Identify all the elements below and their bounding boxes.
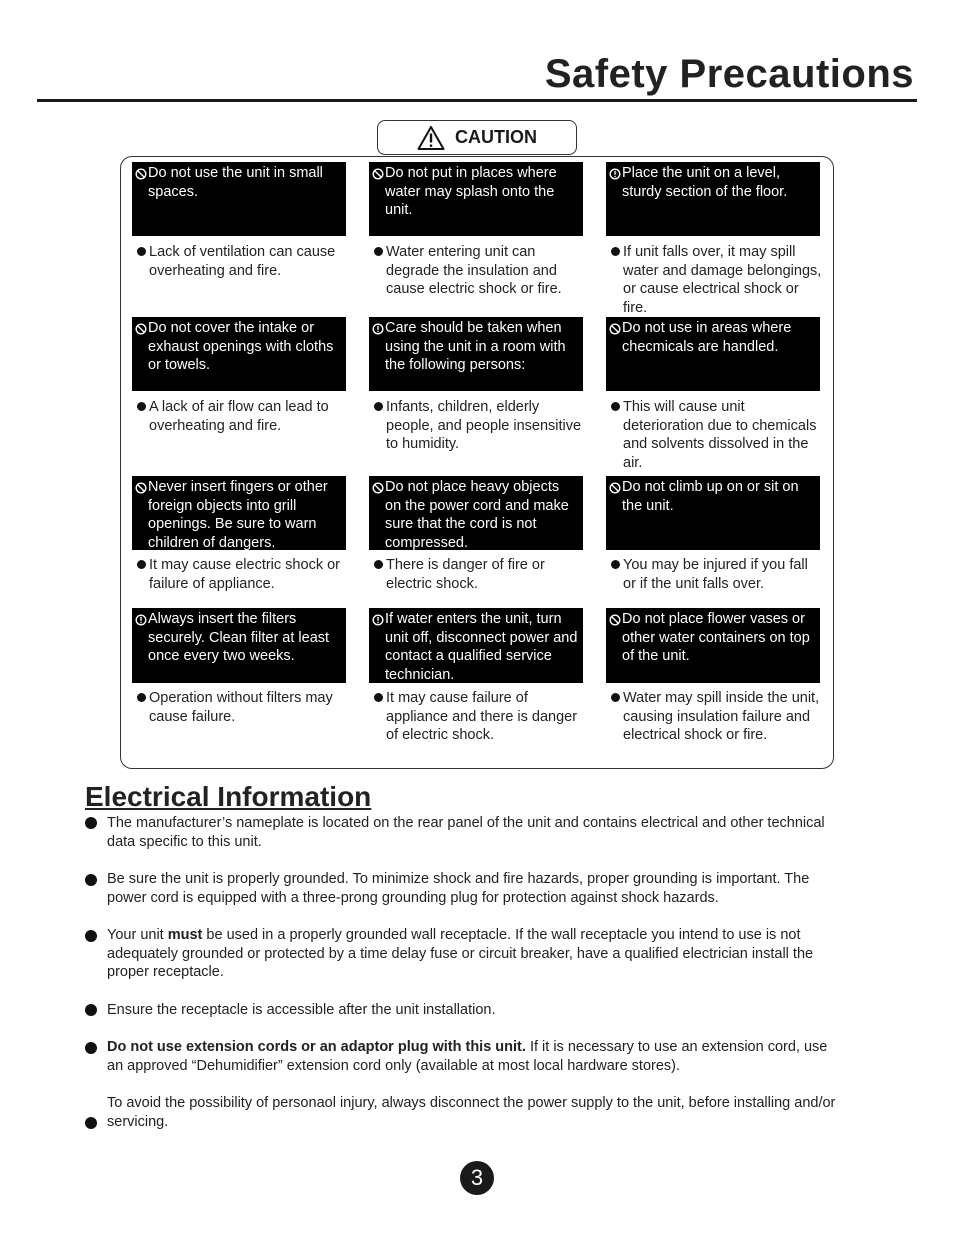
precaution-note: You may be injured if you fall or if the unit falls over. — [607, 556, 822, 593]
precaution-note: Water may spill inside the unit, causing insulation failure and electrical shock or fire. — [607, 689, 822, 745]
electrical-item: Do not use extension cords or an adaptor plug with this unit. If it is necessary to use an extension cord, use an approved “Dehumidifier” extension cord only (available at most local hardware stores). — [107, 1039, 828, 1074]
precaution-note: If unit falls over, it may spill water and damage belongings, or cause electrical shock or fire. — [607, 243, 822, 317]
electrical-item: To avoid the possibility of personaol injury, always disconnect the power supply to the unit, before installing and/or servicing. — [107, 1095, 836, 1130]
bullet-dot — [611, 560, 620, 569]
bullet-dot — [374, 560, 383, 569]
mandatory-icon — [372, 323, 384, 335]
prohibition-icon — [372, 168, 384, 180]
prohibition-icon — [609, 482, 621, 494]
precaution-note: Water entering unit can degrade the insulation and cause electric shock or fire. — [370, 243, 585, 299]
bullet-dot — [611, 247, 620, 256]
precaution-note: Infants, children, elderly people, and people insensitive to humidity. — [370, 398, 585, 454]
bullet-dot — [374, 693, 383, 702]
precaution-text: Do not place flower vases or other water containers on top of the unit. — [606, 608, 820, 683]
bullet-dot — [374, 247, 383, 256]
precaution-text: Do not use in areas where checmicals are handled. — [606, 317, 820, 391]
precaution-note: A lack of air flow can lead to overheating and fire. — [133, 398, 348, 435]
bullet-dot — [85, 1004, 97, 1016]
precaution-note: This will cause unit deterioration due to chemicals and solvents dissolved in the air. — [607, 398, 822, 472]
prohibition-icon — [609, 323, 621, 335]
page-number: 3 — [460, 1161, 494, 1195]
bullet-dot — [137, 560, 146, 569]
bullet-dot — [85, 817, 97, 829]
electrical-item: Be sure the unit is properly grounded. To minimize shock and fire hazards, proper grounding is important. The power cord is equipped with a three-prong grounding plug for protection against shock hazards. — [107, 871, 810, 906]
precaution-note: It may cause failure of appliance and there is danger of electric shock. — [370, 689, 585, 745]
electrical-item: Your unit must be used in a properly grounded wall receptacle. If the wall receptacle you intend to use is not adequately grounded or protected by a time delay fuse or circuit breaker, have a qualified electrician install the proper receptacle. — [107, 927, 814, 981]
bullet-dot — [374, 402, 383, 411]
precaution-text: Always insert the filters securely. Clean filter at least once every two weeks. — [132, 608, 346, 683]
bullet-dot — [611, 693, 620, 702]
caution-label: CAUTION — [455, 127, 537, 147]
precaution-text: Do not cover the intake or exhaust openings with cloths or towels. — [132, 317, 346, 391]
mandatory-icon — [372, 614, 384, 626]
precaution-note: There is danger of fire or electric shock. — [370, 556, 585, 593]
bullet-dot — [137, 247, 146, 256]
page-title: Safety Precautions — [544, 52, 914, 96]
precaution-note: It may cause electric shock or failure of appliance. — [133, 556, 348, 593]
precaution-text: If water enters the unit, turn unit off, disconnect power and contact a qualified service technician. — [369, 608, 583, 683]
caution-badge — [377, 120, 577, 155]
prohibition-icon — [135, 323, 147, 335]
electrical-item: Ensure the receptacle is accessible after the unit installation. — [107, 1002, 496, 1018]
prohibition-icon — [609, 614, 621, 626]
precaution-text: Do not use the unit in small spaces. — [132, 162, 346, 236]
bullet-dot — [85, 1117, 97, 1129]
precaution-text: Do not put in places where water may splash onto the unit. — [369, 162, 583, 236]
section-heading: Electrical Information — [85, 781, 372, 812]
precaution-text: Do not place heavy objects on the power cord and make sure that the cord is not compressed. — [369, 476, 583, 550]
precaution-text: Do not climb up on or sit on the unit. — [606, 476, 820, 550]
precaution-note: Operation without filters may cause failure. — [133, 689, 348, 726]
precaution-note: Lack of ventilation can cause overheating and fire. — [133, 243, 348, 280]
bullet-dot — [611, 402, 620, 411]
title-rule — [37, 99, 917, 102]
prohibition-icon — [372, 482, 384, 494]
bullet-dot — [85, 1042, 97, 1054]
precaution-text: Care should be taken when using the unit in a room with the following persons: — [369, 317, 583, 391]
precaution-text: Place the unit on a level, sturdy section of the floor. — [606, 162, 820, 236]
bullet-dot — [137, 402, 146, 411]
warning-triangle-icon — [417, 125, 445, 151]
precaution-text: Never insert fingers or other foreign objects into grill openings. Be sure to warn children of dangers. — [132, 476, 346, 550]
prohibition-icon — [135, 482, 147, 494]
mandatory-icon — [135, 614, 147, 626]
electrical-item: The manufacturer’s nameplate is located on the rear panel of the unit and contains electrical and other technical data specific to this unit. — [107, 815, 825, 850]
bullet-dot — [85, 874, 97, 886]
prohibition-icon — [135, 168, 147, 180]
mandatory-icon — [609, 168, 621, 180]
bullet-dot — [85, 930, 97, 942]
bullet-dot — [137, 693, 146, 702]
